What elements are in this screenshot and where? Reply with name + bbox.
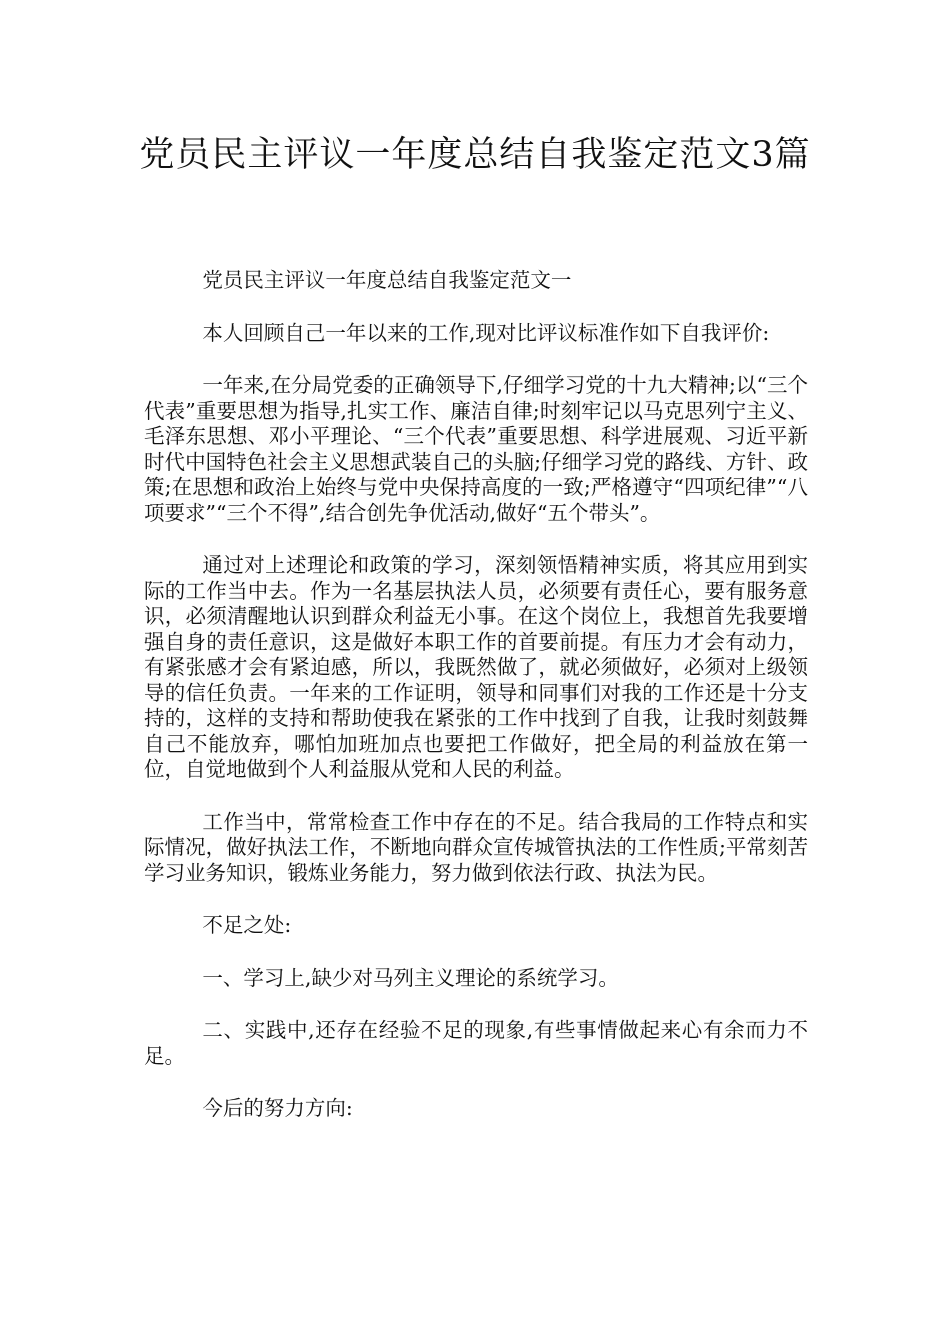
document-body <box>144 268 808 1149</box>
paragraph-shortcoming-1: 一、学习上,缺少对马列主义理论的系统学习。 <box>202 965 619 990</box>
paragraph-work-review: 工作当中，常常检查工作中存在的不足。结合我局的工作特点和实际情况，做好执法工作，不断地向群众宣传城管执法的工作性质;平常刻苦学习业务知识，锻炼业务能力，努力做到依法行政、执法为民。 <box>144 809 808 885</box>
section-heading: 党员民主评议一年度总结自我鉴定范文一 <box>202 268 572 292</box>
document-title: 党员民主评议一年度总结自我鉴定范文3篇 <box>139 135 811 175</box>
paragraph-application: 通过对上述理论和政策的学习，深刻领悟精神实质，将其应用到实际的工作当中去。作为一名基层执法人员，必须要有责任心，要有服务意识，必须清醒地认识到群众利益无小事。在这个岗位上，我想首先我要增强自身的责任意识，这是做好本职工作的首要前提。有压力才会有动力，有紧张感才会有紧迫感，所以，我既然做了，就必须做好，必须对上级领导的信任负责。一年来的工作证明，领导和同事们对我的工作还是十分支持的，这样的支持和帮助使我在紧张的工作中找到了自我，让我时刻鼓舞自己不能放弃，哪怕加班加点也要把工作做好，把全局的利益放在第一位，自觉地做到个人利益服从党和人民的利益。 <box>144 553 808 781</box>
paragraph-study: 一年来,在分局党委的正确领导下,仔细学习党的十九大精神;以“三个代表”重要思想为指导,扎实工作、廉洁自律;时刻牢记以马克思列宁主义、毛泽东思想、邓小平理论、“三个代表”重要思想、科学进展观、习近平新时代中国特色社会主义思想武装自己的头脑;仔细学习党的路线、方针、政策;在思想和政治上始终与党中央保持高度的一致;严格遵守“四项纪律”“八项要求”“三个不得”,结合创先争优活动,做好“五个带头”。 <box>144 373 808 525</box>
paragraph-shortcomings-heading: 不足之处: <box>202 913 292 937</box>
paragraph-direction-heading: 今后的努力方向: <box>202 1096 353 1120</box>
paragraph-shortcoming-2: 二、实践中,还存在经验不足的现象,有些事情做起来心有余而力不足。 <box>144 1018 808 1068</box>
paragraph-intro: 本人回顾自己一年以来的工作,现对比评议标准作如下自我评价: <box>202 320 770 345</box>
